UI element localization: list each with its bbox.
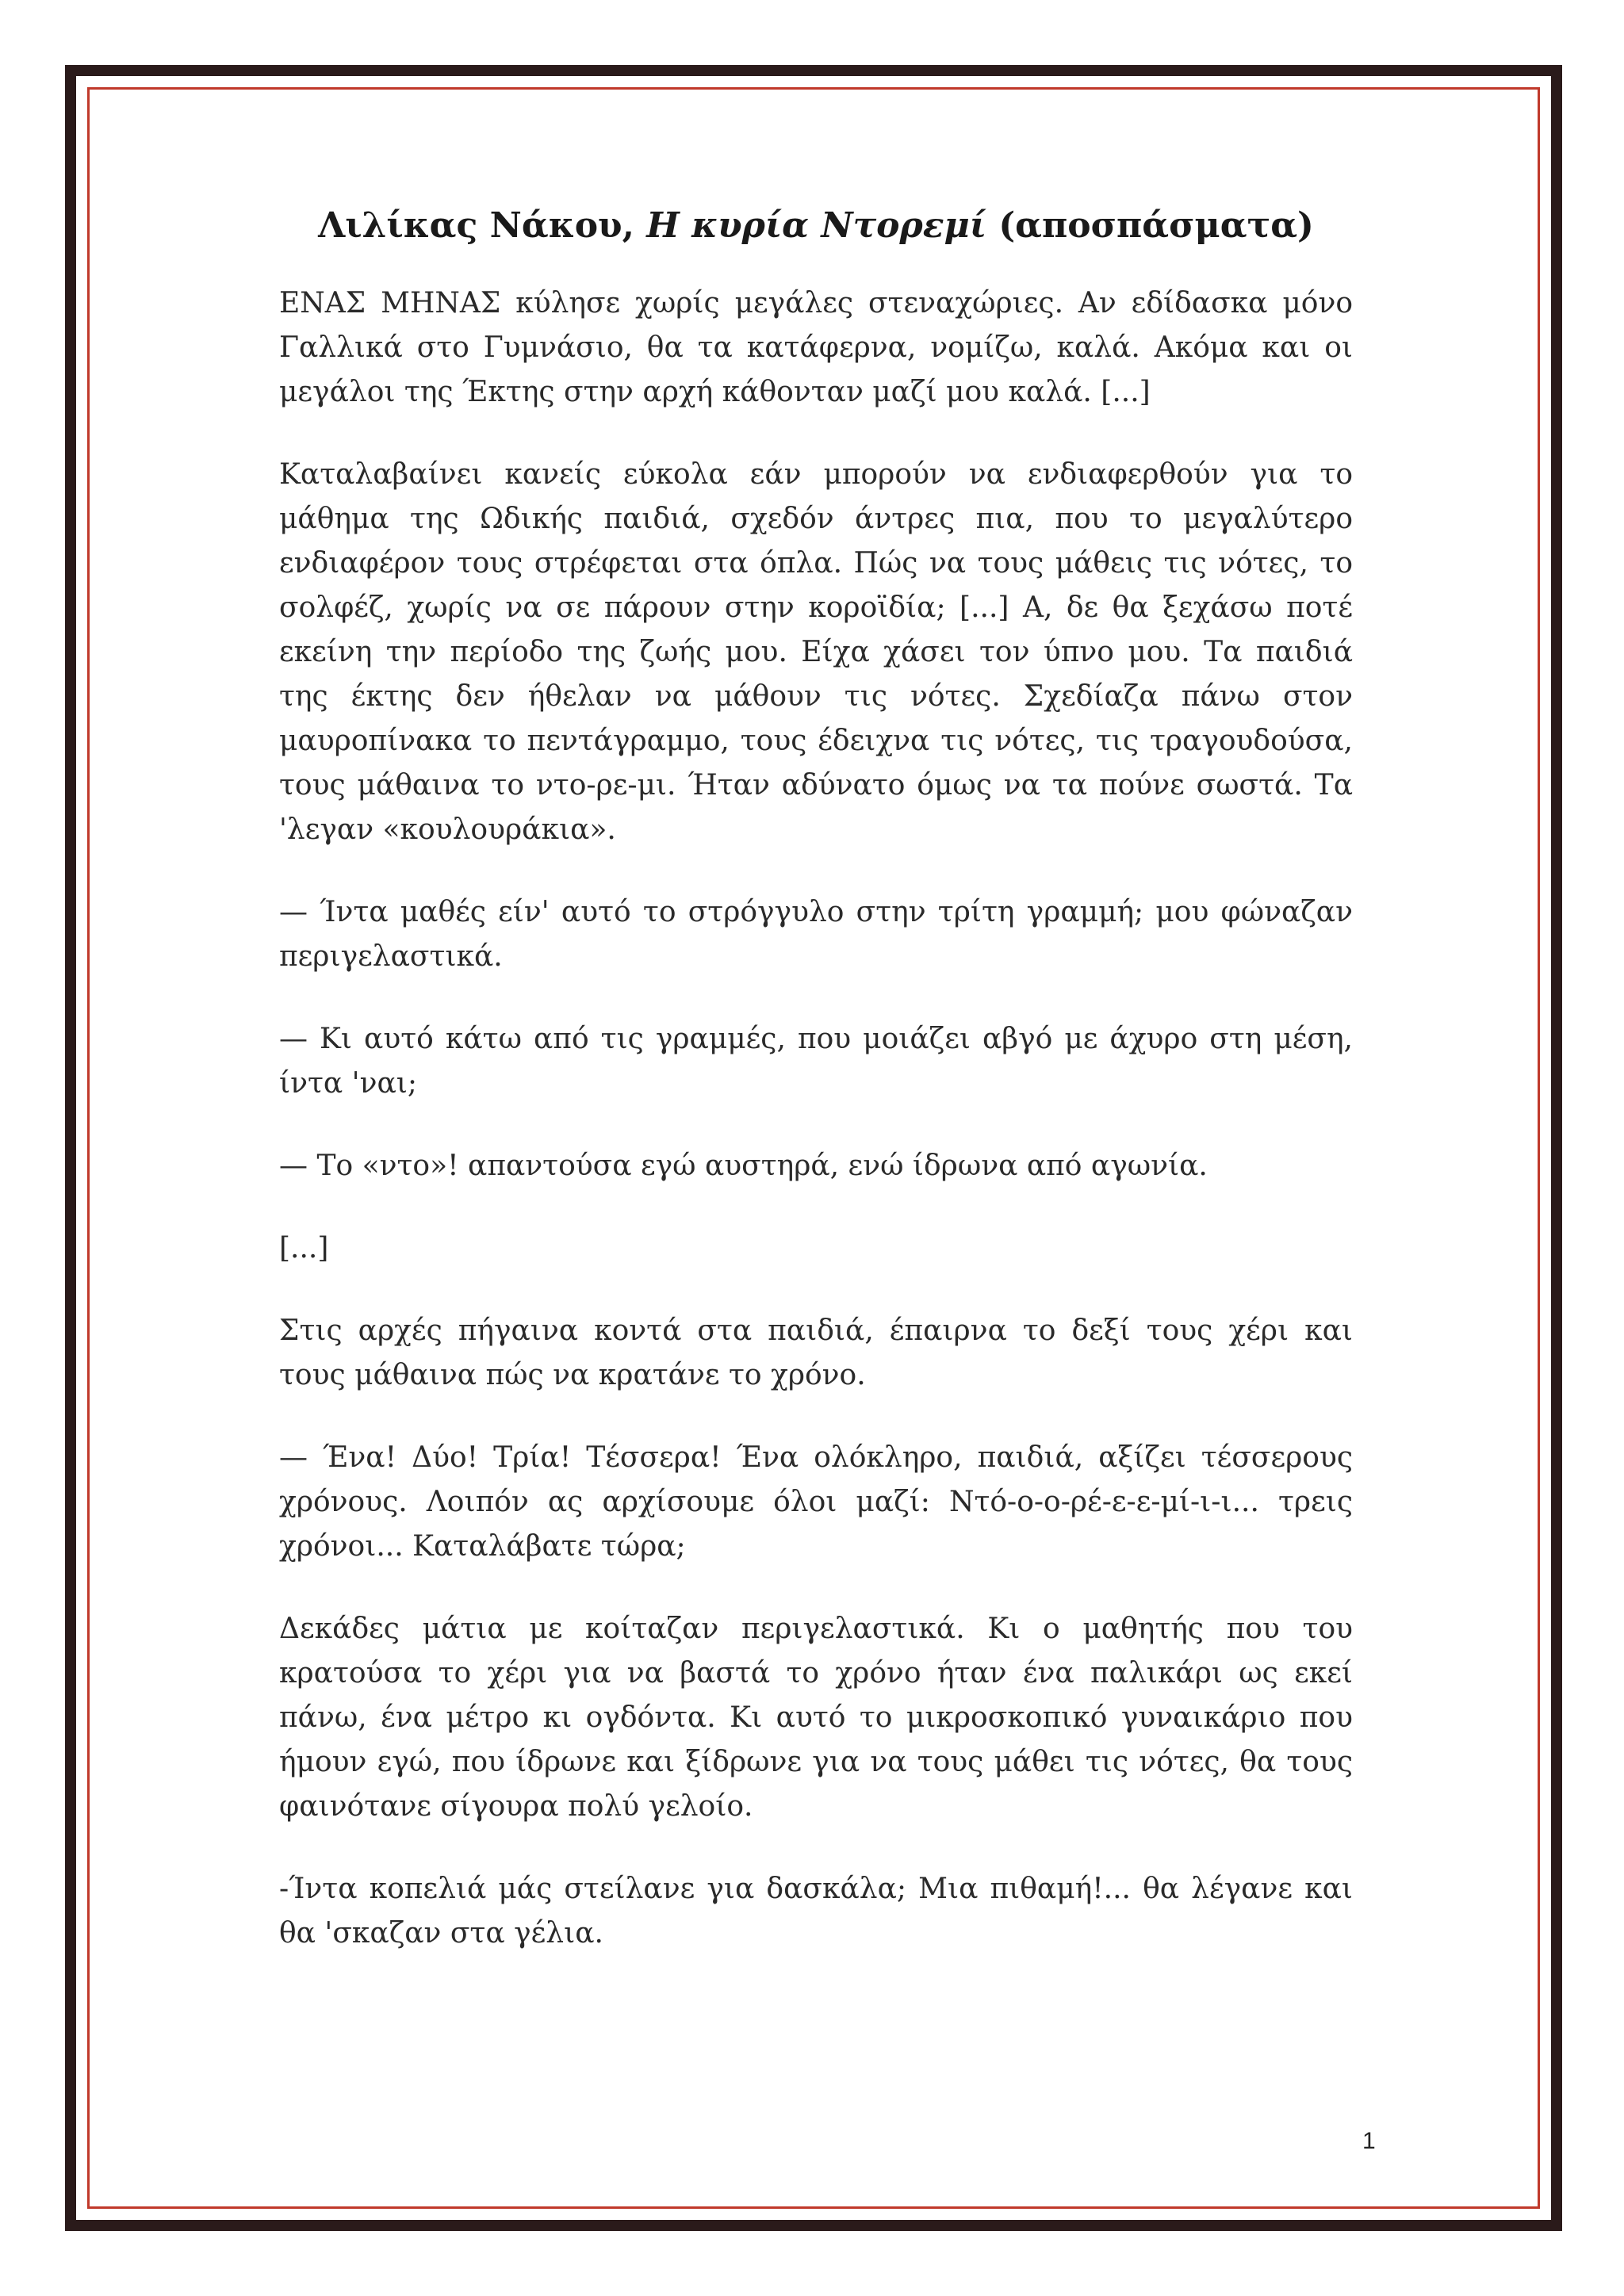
paragraph: Καταλαβαίνει κανείς εύκολα εάν μπορούν να ενδιαφερθούν για το μάθημα της Ωδικής παιδιά, σχεδόν άντρες πια, που το μεγαλύτερο ενδιαφέρον τους στρέφεται στα όπλα. Πώς να τους μάθεις τις νότες, το σολφέζ, χωρίς να σε πάρουν στην κοροϊδία; [...] Α, δε θα ξεχάσω ποτέ εκείνη την περίοδο της ζωής μου. Είχα χάσει τον ύπνο μου. Τα παιδιά της έκτης δεν ήθελαν να μάθουν τις νότες. Σχεδίαζα πάνω στον μαυροπίνακα το πεντάγραμμο, τους έδειχνα τις νότες, τις τραγουδούσα, τους μάθαινα το ντο-ρε-μι. Ήταν αδύνατο όμως να τα πούνε σωστά. Τα 'λεγαν «κουλουράκια».	[279, 458, 1353, 847]
paragraph: — Το «ντο»! απαντούσα εγώ αυστηρά, ενώ ίδρωνα από αγωνία.	[279, 1150, 1208, 1183]
document-title	[279, 203, 1353, 248]
title-work: Η κυρία Ντορεμί	[646, 205, 987, 246]
page-number: 1	[1362, 2128, 1376, 2154]
paragraph: — Ένα! Δύο! Τρία! Τέσσερα! Ένα ολόκληρο, παιδιά, αξίζει τέσσερους χρόνους. Λοιπόν ας αρχίσουμε όλοι μαζί: Ντό-ο-ο-ρέ-ε-ε-μί-ι-ι... τρεις χρόνοι... Καταλάβατε τώρα;	[279, 1441, 1353, 1563]
document-body	[279, 203, 1353, 1994]
title-author: Λιλίκας Νάκου,	[318, 205, 647, 246]
title-suffix: (αποσπάσματα)	[986, 205, 1314, 246]
paragraph: — Ίντα μαθές είν' αυτό το στρόγγυλο στην τρίτη γραμμή; μου φώναζαν περιγελαστικά.	[279, 896, 1353, 974]
paragraph: Δεκάδες μάτια με κοίταζαν περιγελαστικά. Κι ο μαθητής που του κρατούσα το χέρι για να βαστά το χρόνο ήταν ένα παλικάρι ως εκεί πάνω, ένα μέτρο κι ογδόντα. Κι αυτό το μικροσκοπικό γυναικάριο που ήμουν εγώ, που ίδρωνε και ξίδρωνε για να τους μάθει τις νότες, θα τους φαινότανε σίγουρα πολύ γελοίο.	[279, 1613, 1353, 1823]
paragraph: — Κι αυτό κάτω από τις γραμμές, που μοιάζει αβγό με άχυρο στη μέση, ίντα 'ναι;	[279, 1023, 1353, 1100]
paragraph: [...]	[279, 1232, 329, 1265]
paragraph: -Ίντα κοπελιά μάς στείλανε για δασκάλα; Μια πιθαμή!... θα λέγανε και θα 'σκαζαν στα γέλια.	[279, 1873, 1353, 1950]
paragraph: Στις αρχές πήγαινα κοντά στα παιδιά, έπαιρνα το δεξί τους χέρι και τους μάθαινα πώς να κρατάνε το χρόνο.	[279, 1314, 1353, 1392]
paragraph: ΕΝΑΣ ΜΗΝΑΣ κύλησε χωρίς μεγάλες στεναχώριες. Αν εδίδασκα μόνο Γαλλικά στο Γυμνάσιο, θα τα κατάφερνα, νομίζω, καλά. Ακόμα και οι μεγάλοι της Έκτης στην αρχή κάθονταν μαζί μου καλά. [...]	[279, 287, 1353, 409]
